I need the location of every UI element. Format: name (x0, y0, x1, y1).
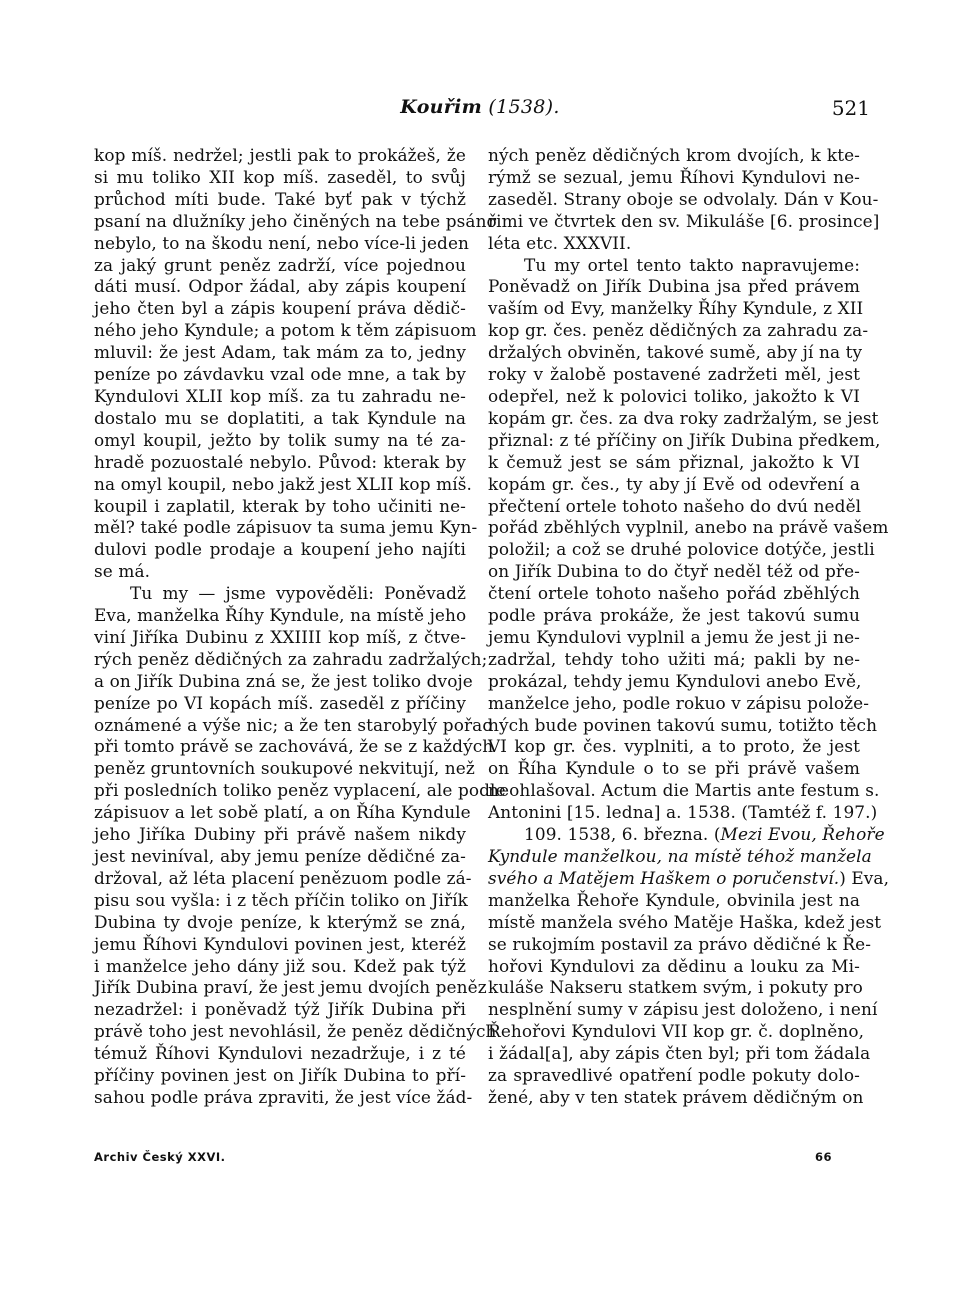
text-line: on Jiřík Dubina to do čtyř neděl též od pře- (488, 561, 860, 582)
text-line: oznámené a výše nic; a že ten starobylý pořad (94, 714, 494, 735)
text-line: vaším od Evy, manželky Říhy Kyndule, z XII (488, 298, 864, 319)
text-line: si mu toliko XII kop míš. zaseděl, to svůj (94, 166, 466, 187)
text-line: peníze po VI kopách míš. zaseděl z příčiny (94, 692, 466, 713)
text-line: pisu sou vyšla: i z těch příčin toliko on Jiřík (94, 889, 468, 910)
text-line: mluvil: že jest Adam, tak mám za to, jedny (94, 342, 466, 363)
text-line: manželce jeho, podle rokuo v zápisu polože- (488, 692, 870, 713)
text-line: Eva, manželka Říhy Kyndule, na místě jeho (94, 605, 467, 626)
text-line: žené, aby v ten statek právem dědičným on (488, 1086, 864, 1107)
text-line: rých peněz dědičných za zahradu zadržalých; (94, 648, 488, 669)
text-line: neohlašoval. Actum die Martis ante festum s. (488, 780, 880, 801)
left-paragraph-1 (94, 145, 497, 583)
text-line: a on Jiřík Dubina zná se, že jest toliko dvoje (94, 670, 473, 691)
text-line: Tu my ortel tento takto napravujeme: (524, 254, 860, 275)
left-paragraph-2 (94, 583, 506, 1109)
text-line: kop míš. nedržel; jestli pak to prokážeš, že (94, 145, 466, 165)
text-line: jemu Kyndulovi vyplnil a jemu že jest ji ne- (488, 626, 860, 647)
text-line: jest neviníval, aby jemu peníze dědičné za- (94, 846, 466, 866)
text-line: prokázal, tehdy jemu Kyndulovi anebo Evě, (488, 670, 862, 691)
text-line: k čemuž jest se sám přiznal, jakožto k VI (488, 451, 860, 472)
right-paragraph-1 (488, 145, 880, 255)
text-line: kuláše Nakseru statkem svým, i pokuty pro (488, 977, 863, 998)
text-line: i žádal[a], aby zápis čten byl; při tom žádala (488, 1043, 871, 1064)
text-line: koupil i zaplatil, kterak by toho učiniti ne- (94, 495, 466, 516)
text-line (488, 846, 872, 868)
text-line: zápisuov a let sobě platí, a on Říha Kyndule (94, 802, 471, 823)
text-line: podle práva prokáže, že jest takovú sumu (488, 605, 860, 626)
right-paragraph-2 (488, 254, 889, 825)
text-line: léta etc. XXXVII. (488, 232, 632, 253)
text-line: přečtení ortele tohoto našeho do dvú neděl (488, 495, 862, 516)
text-line: držalých obviněn, takové sumě, aby jí na ty (488, 342, 863, 363)
text-line: právě toho jest nevohlásil, že peněz dědičných (94, 1021, 497, 1042)
text-line: při posledních toliko peněz vyplacení, ale podle (94, 780, 506, 801)
text-line: on Říha Kyndule o to se při právě vašem (488, 758, 860, 779)
text-line: i manželce jeho dány již sou. Kdež pak týž (94, 955, 466, 976)
text-line: přiznal: z té příčiny on Jiřík Dubina předkem, (488, 429, 881, 450)
running-title-year: (1538). (482, 96, 560, 118)
text-line: kopám gr. čes., ty aby jí Evě od odevření a (488, 473, 860, 494)
text-line: hradě pozuostalé nebylo. Původ: kterak by (94, 451, 466, 472)
text-line: Jiřík Dubina praví, že jest jemu dvojích peněz (94, 977, 487, 998)
text-line: Tu my — jsme vypověděli: Poněvadž (130, 583, 466, 604)
left-column (94, 145, 506, 1109)
text-line: nebylo, to na škodu není, nebo více-li jeden (94, 232, 470, 253)
text-line: dulovi podle prodaje a koupení jeho najíti (94, 539, 466, 560)
text-line: zaseděl. Strany oboje se odvolaly. Dán v Kou- (488, 188, 879, 209)
text-line: zadržal, tehdy toho užiti má; pakli by ne- (488, 648, 860, 669)
text-line: odepřel, než k polovici toliko, jakožto k VI (488, 385, 860, 406)
text-line: Dubina ty dvoje peníze, k kterýmž se zná, (94, 911, 466, 932)
text-line: peněz gruntovních soukupové nekvitují, než (94, 758, 475, 779)
page-header (90, 96, 870, 126)
text-line: témuž Říhovi Kyndulovi nezadržuje, i z té (94, 1043, 466, 1064)
text-line: kopám gr. čes. za dva roky zadržalým, se jest (488, 407, 879, 428)
text-line: omyl koupil, ježto by tolik sumy na té za- (94, 429, 466, 450)
text-line: místě manžela svého Matěje Haška, kdež jest (488, 911, 882, 932)
text-line: ných peněz dědičných krom dvojích, k kte- (488, 145, 860, 165)
text-line: viní Jiříka Dubinu z XXIIII kop míš, z čtve- (94, 626, 466, 647)
text-line: se má. (94, 561, 151, 582)
text-line: se rukojmím postavil za právo dědičné k Ře- (488, 933, 872, 954)
text-line: rýmž se sezual, jemu Říhovi Kyndulovi ne- (488, 166, 860, 187)
text-line: položil; a což se druhé polovice dotýče, jestli (488, 539, 875, 560)
text-line: nesplnění sumy v zápisu jest doloženo, i není (488, 999, 878, 1020)
text-line: jeho Jiříka Dubiny při právě našem nikdy (94, 824, 466, 845)
text-line: ného jeho Kyndule; a potom k těm zápisuom (94, 320, 477, 341)
text-line: 109. 1538, 6. března. (Mezi Evou, Řehoře (524, 824, 885, 845)
text-line: měl? také podle zápisuov ta suma jemu Kyn- (94, 517, 478, 538)
text-line: nezadržel: i poněvadž týž Jiřík Dubina při (94, 999, 466, 1020)
sheet-number: 66 (815, 1150, 833, 1164)
text-line: sahou podle práva zpraviti, že jest více žád- (94, 1086, 473, 1107)
text-line: čtení ortele tohoto našeho pořád zběhlých (488, 583, 860, 604)
text-line: průchod míti bude. Také byť pak v týchž (94, 188, 466, 209)
running-title (90, 96, 870, 118)
text-line: za jaký grunt peněz zadrží, více pojednou (94, 254, 466, 275)
case-title-italic: Mezi Evou, Řehoře (720, 824, 885, 845)
text-line: hořovi Kyndulovi za dědinu a louku za Mi- (488, 955, 860, 976)
text-line: řimi ve čtvrtek den sv. Mikuláše [6. prosince] (488, 210, 880, 231)
text-line: jeho čten byl a zápis koupení práva dědič- (94, 298, 466, 319)
text-line: příčiny povinen jest on Jiřík Dubina to pří- (94, 1065, 466, 1086)
text-line: dostalo mu se doplatiti, a tak Kyndule na (94, 407, 466, 428)
text-line: kop gr. čes. peněz dědičných za zahradu za- (488, 320, 869, 341)
text-line: na omyl koupil, nebo jakž jest XLII kop míš. (94, 473, 472, 494)
text-line: peníze po závdavku vzal ode mne, a tak by (94, 364, 466, 385)
text-line: roky v žalobě postavené zadržeti měl, jest (488, 364, 860, 385)
text-line: Řehořovi Kyndulovi VII kop gr. č. doplněno, (488, 1021, 865, 1042)
text-line: Poněvadž on Jiřík Dubina jsa před právem (488, 276, 860, 297)
text-line: při tomto právě se zachovává, že se z každých (94, 736, 494, 757)
volume-signature: Archiv Český XXVI. (94, 1150, 226, 1164)
text-line: svého a Matějem Haškem o poručenství.) Eva, (488, 867, 890, 888)
text-line: Antonini [15. ledna] a. 1538. (Tamtéž f. 197.) (488, 802, 878, 823)
text-line: za spravedlivé opatření podle pokuty dolo- (488, 1065, 860, 1086)
text-line: manželka Řehoře Kyndule, obvinila jest na (488, 889, 860, 910)
right-column (488, 145, 890, 1109)
text-line: psaní na dlužníky jeho činěných na tebe psáno (94, 210, 497, 231)
text-line: dáti musí. Odpor žádal, aby zápis koupení (94, 276, 466, 297)
case-title-italic: Kyndule manželkou, na místě téhož manžela (488, 846, 872, 866)
text-line: ných bude povinen takovú sumu, totižto těch (488, 714, 878, 735)
running-title-place: Kouřim (400, 96, 483, 118)
text-line: VI kop gr. čes. vyplniti, a to proto, že jest (488, 736, 860, 757)
text-line: jemu Říhovi Kyndulovi povinen jest, kteréž (94, 933, 466, 954)
text-line: Kyndulovi XLII kop míš. za tu zahradu ne- (94, 385, 466, 406)
text-line: držoval, až léta placení penězuom podle zá- (94, 867, 472, 888)
text-line: pořád zběhlých vyplnil, anebo na právě vašem (488, 517, 889, 538)
page-number: 521 (831, 96, 870, 120)
case-title-italic: svého a Matějem Haškem o poručenství. (488, 867, 840, 888)
right-paragraph-3 (488, 824, 890, 1109)
